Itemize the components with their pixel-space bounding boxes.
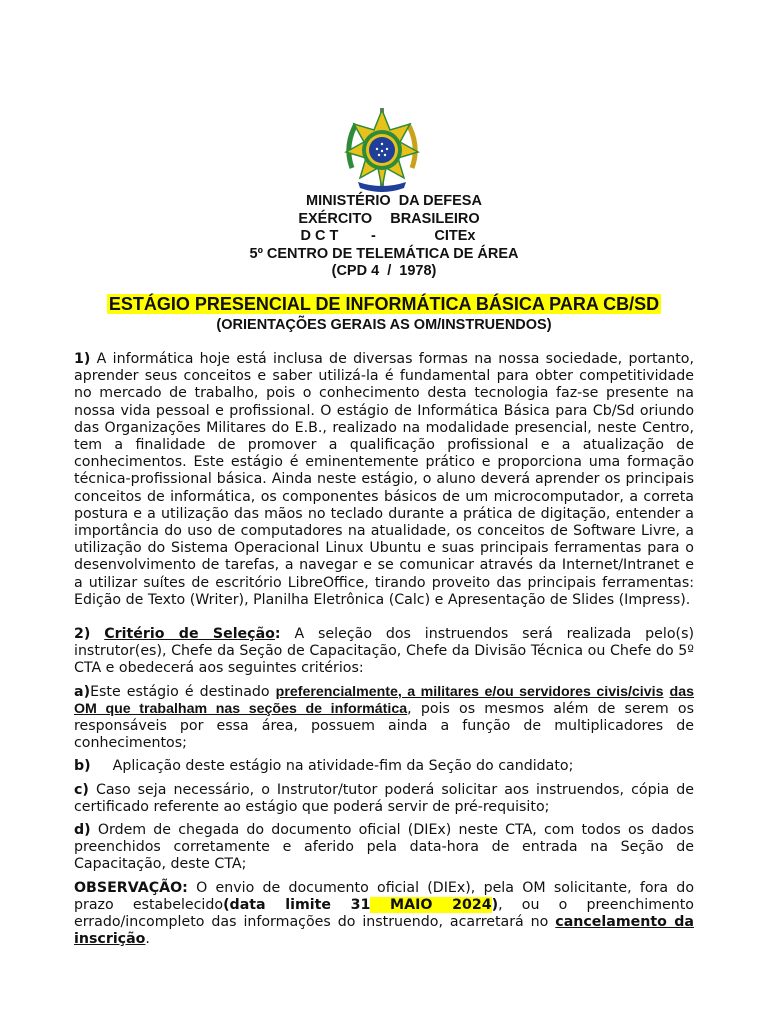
header-dct: D C T (300, 228, 339, 244)
paragraph-2-number: 2) (74, 626, 91, 643)
observation (74, 880, 694, 949)
header-cta: 5º CENTRO DE TELEMÁTICA DE ÁREA (249, 245, 519, 262)
title-highlight: ESTÁGIO PRESENCIAL DE INFORMÁTICA BÁSICA PARA CB/SD (108, 294, 660, 314)
criterion-a-label: a) (74, 683, 91, 700)
observation-deadline-highlight: MAIO 2024 (370, 896, 492, 913)
criterion-b-text: Aplicação deste estágio na atividade-fim da Seção do candidato; (112, 758, 574, 775)
paragraph-2 (74, 626, 694, 678)
criterion-d-label: d) (74, 822, 91, 839)
paragraph-2-colon: : (274, 626, 281, 643)
criterion-d (74, 822, 694, 874)
document-subtitle: (ORIENTAÇÕES GERAIS AS OM/INSTRUENDOS) (216, 317, 552, 333)
observation-text-2: , ou o preenchimento errado/incompleto das informações do instruendo, acarretará no (74, 896, 694, 931)
paragraph-2-text: A seleção dos instruendos será realizada pelo(s) instrutor(es), Chefe da Seção de Capacitação, Chefe da Divisão Técnica ou Chefe do 5º CTA e obedecerá aos seguintes critérios: (74, 626, 694, 677)
paragraph-1 (74, 351, 694, 609)
criterion-b-label: b) (74, 758, 91, 775)
criterion-d-text: Ordem de chegada do documento oficial (DIEx) neste CTA, com todos os dados preenchidos corretamente e aferido pela data-hora de entrada na Seção de Capacitação, deste CTA; (74, 822, 694, 873)
observation-label: OBSERVAÇÃO: (74, 879, 188, 896)
paragraph-1-number: 1) (74, 351, 91, 367)
header-dct-citex (0, 228, 768, 246)
document-header (0, 193, 768, 281)
observation-text-1: O envio de documento oficial (DIEx), pela OM solicitante, fora do prazo estabelecido (74, 879, 694, 913)
paragraph-1-text: A informática hoje está inclusa de diversas formas na nossa sociedade, portanto, aprender seus conceitos e saber utilizá-la é fundamental para obter competitividade no mercado de trabalho, pois o conhecimento desta tecnologia faz-se presente na nossa vida pessoal e profissional. O estágio de Informática Básica para Cb/Sd oriundo das Organizações Militares do E.B., realizado na modalidade presencial, neste Centro, tem a finalidade de promover a qualificação profissional e a atualização de conhecimentos. Este estágio é eminentemente prático e proporciona uma formação técnica-profissional básica. Ainda neste estágio, o aluno deverá aprender os principais conceitos de informática, os componentes básicos de um microcomputador, a correta postura e a utilização das mãos no teclado durante a prática de digitação, entender a importância do uso de computadores na atualidade, os conceitos de Software Livre, a utilização do Sistema Operacional Linux Ubuntu e suas principais ferramentas para o desenvolvimento de tarefas, a navegar e se comunicar através da Internet/Intranet e a utilizar suítes de escritório LibreOffice, tirando proveito das principais ferramentas: Edição de Texto (Writer), Planilha Eletrônica (Calc) e Apresentação de Slides (Impress). (74, 351, 694, 608)
criterion-b (74, 758, 694, 775)
criterion-c-label: c) (74, 781, 89, 798)
header-separator: - (370, 228, 376, 244)
criterion-a-text-2: , pois os mesmos além de serem os responsáveis por essa área, possuem ainda a função de multiplicadores de conhecimentos; (74, 700, 694, 752)
brazil-coat-of-arms-icon (340, 106, 424, 194)
criterion-c (74, 782, 694, 816)
criterion-a-text-1: Este estágio é destinado (90, 683, 276, 700)
criterion-a-underline-1: preferencialmente, a militares e/ou servidores civis/civis (275, 683, 664, 700)
document-body (74, 351, 694, 949)
criterion-a-underline-2: das OM que trabalham nas seções de informática (74, 683, 694, 717)
header-ministry: MINISTÉRIO DA DEFESA (306, 193, 482, 209)
observation-deadline-end: ) (491, 896, 499, 913)
observation-deadline-start: (data limite 31 (223, 896, 371, 913)
document-title (0, 293, 768, 315)
observation-cancellation: cancelamento da inscrição (74, 914, 694, 948)
header-citex: CITEx (434, 228, 476, 244)
header-cpd: (CPD 4 / 1978) (331, 263, 437, 279)
observation-text-3: . (145, 931, 150, 948)
header-army: EXÉRCITO BRASILEIRO (298, 210, 480, 227)
criterion-a (74, 684, 694, 753)
paragraph-2-label: Critério de Seleção (104, 626, 275, 643)
criterion-c-text: Caso seja necessário, o Instrutor/tutor poderá solicitar aos instruendos, cópia de certificado referente ao estágio que poderá servir de pré-requisito; (74, 781, 694, 815)
